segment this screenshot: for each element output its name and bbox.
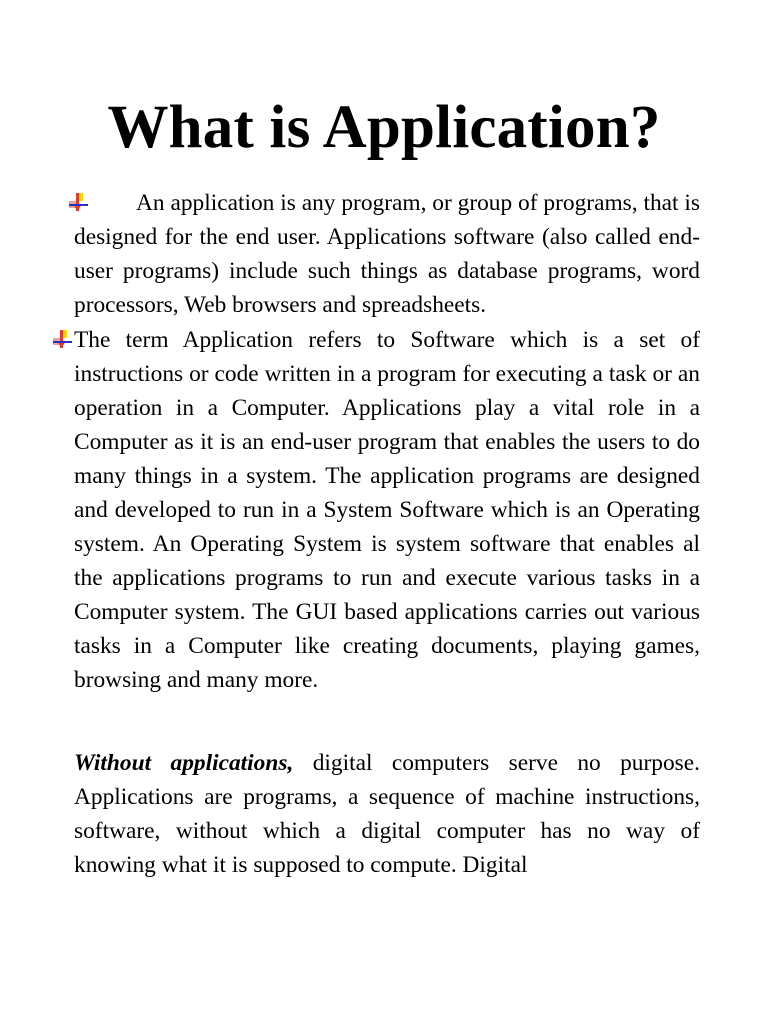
arrow-down-bullet-icon — [50, 328, 74, 352]
paragraph-term-explanation: The term Application refers to Software which is a set of instructions or code written in a program for executing a task or an operation in a Computer. Applications play a vital role in a Computer as it is an end-user program that enables the users to do many things in a system. The application programs are designed and developed to run in a System Software which is an Operating system. An Operating System is system software that enables al the applications programs to run and execute various tasks in a Computer system. The GUI based applications carries out various tasks in a Computer like creating documents, playing games, browsing and many more. — [74, 327, 700, 693]
paragraph-without-applications — [74, 746, 700, 882]
paragraph-lead-phrase: Without applications, — [74, 750, 294, 776]
page-title: What is Application? — [107, 94, 661, 161]
paragraph-definition: An application is any program, or group of programs, that is designed for the end user. Applications software (also called end-user programs) include such things as database programs, word processors, Web browsers and spreadsheets. — [74, 190, 700, 318]
paragraph-body-text: digital computers serve no purpose. Applications are programs, a sequence of machine instructions, software, without which a digital computer has no way of knowing what it is supposed to compute. Digital — [74, 750, 700, 878]
